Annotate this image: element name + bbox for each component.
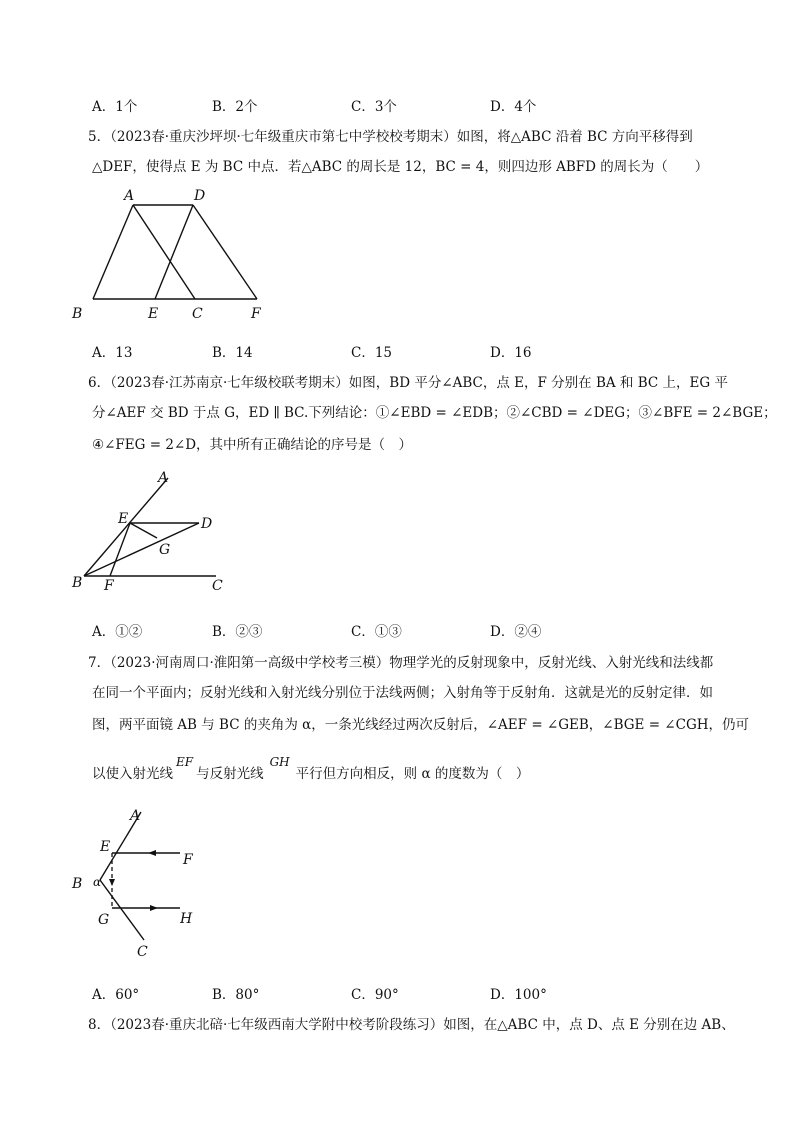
q7-option-a[interactable]: A．60° <box>92 987 140 1003</box>
q6-segment-ef <box>110 523 130 576</box>
q7-text-line4-part1: 以使入射光线 <box>92 766 173 782</box>
q4-option-a[interactable]: A．1个 <box>92 99 138 115</box>
q7-arrow-ef <box>148 850 156 856</box>
q5-option-a[interactable]: A．13 <box>92 345 133 361</box>
q7-label-h: H <box>180 911 193 927</box>
q7-segment-gh-label: GH <box>269 755 290 769</box>
q7-label-b: B <box>72 876 83 892</box>
q5-segment-ab <box>93 205 133 299</box>
q6-figure <box>60 462 240 597</box>
q5-option-b[interactable]: B．14 <box>212 345 253 361</box>
q6-option-d[interactable]: D．②④ <box>490 624 542 640</box>
q7-text-line1: 7．（2023·河南周口·淮阳第一高级中学校考三模）物理学光的反射现象中，反射光线、入射光线和法线都 <box>88 655 714 671</box>
q5-segment-ac <box>133 205 195 299</box>
q5-label-f: F <box>251 306 261 322</box>
q5-segment-df <box>193 205 257 299</box>
q7-text-line4-part3: 平行但方向相反，则 α 的度数为（ ） <box>295 766 530 782</box>
q4-option-c[interactable]: C．3个 <box>351 99 397 115</box>
q7-option-b[interactable]: B．80° <box>212 987 260 1003</box>
q5-text-line2: △DEF，使得点 E 为 BC 中点．若△ABC 的周长是 12，BC = 4，则四边形 ABFD 的周长为（ ） <box>92 159 709 175</box>
q7-mirror-bc <box>100 880 144 940</box>
q7-label-e: E <box>100 839 111 855</box>
q5-option-c[interactable]: C．15 <box>351 345 393 361</box>
q7-label-f: F <box>183 852 193 868</box>
q7-arrow-eg <box>109 879 115 886</box>
q8-text-line1: 8．（2023春·重庆北碚·七年级西南大学附中校考阶段练习）如图，在△ABC 中，点 D、点 E 分别在边 AB、 <box>88 1017 735 1033</box>
q6-label-f: F <box>104 578 114 594</box>
q6-label-g: G <box>159 542 171 558</box>
q6-option-c[interactable]: C．①③ <box>351 624 402 640</box>
q6-option-a[interactable]: A．①② <box>92 624 143 640</box>
q7-text-line4-part2: 与反射光线 <box>196 766 264 782</box>
q6-option-b[interactable]: B．②③ <box>212 624 263 640</box>
q7-figure <box>60 800 220 970</box>
q7-option-c[interactable]: C．90° <box>351 987 399 1003</box>
q7-arrow-gh <box>150 905 158 911</box>
q7-option-d[interactable]: D．100° <box>490 987 547 1003</box>
q5-label-b: B <box>72 306 83 322</box>
q5-figure <box>60 180 280 330</box>
q4-option-b[interactable]: B．2个 <box>212 99 258 115</box>
q5-label-d: D <box>194 188 206 204</box>
q5-segment-de <box>155 205 193 299</box>
q5-label-a: A <box>124 188 135 204</box>
q6-ray-ba <box>84 478 171 576</box>
q6-text-line2: 分∠AEF 交 BD 于点 G，ED ∥ BC.下列结论：①∠EBD = ∠EDB；②∠CBD = ∠DEG；③∠BFE = 2∠BGE； <box>92 405 777 421</box>
q6-label-a: A <box>158 470 169 486</box>
q6-label-d: D <box>201 516 213 532</box>
q7-label-g: G <box>98 912 110 928</box>
q7-label-a: A <box>130 808 141 824</box>
q7-text-line2: 在同一个平面内；反射光线和入射光线分别位于法线两侧；入射角等于反射角．这就是光的反射定律．如 <box>92 685 713 701</box>
q5-label-e: E <box>148 306 159 322</box>
q7-label-alpha: α <box>93 875 102 889</box>
q7-text-line3: 图，两平面镜 AB 与 BC 的夹角为 α，一条光线经过两次反射后，∠AEF = ∠GEB，∠BGE = ∠CGH，仍可 <box>92 717 750 733</box>
q5-label-c: C <box>192 306 203 322</box>
q6-text-line3: ④∠FEG = 2∠D，其中所有正确结论的序号是（ ） <box>92 437 413 453</box>
q6-label-b: B <box>72 575 83 591</box>
q6-segment-bd <box>84 523 199 576</box>
q6-text-line1: 6．（2023春·江苏南京·七年级校联考期末）如图，BD 平分∠ABC，点 E，F 分别在 BA 和 BC 上，EG 平 <box>88 375 728 391</box>
q6-label-c: C <box>212 578 223 594</box>
q6-segment-eg <box>130 523 157 538</box>
q7-segment-ef-label: EF <box>176 755 194 769</box>
q7-label-c: C <box>137 944 148 960</box>
q7-text-line4 <box>92 755 530 783</box>
q4-option-d[interactable]: D．4个 <box>490 99 537 115</box>
q5-text-line1: 5．（2023春·重庆沙坪坝·七年级重庆市第七中学校校考期末）如图，将△ABC 沿着 BC 方向平移得到 <box>88 129 693 145</box>
q6-label-e: E <box>118 511 129 527</box>
q5-option-d[interactable]: D．16 <box>490 345 532 361</box>
